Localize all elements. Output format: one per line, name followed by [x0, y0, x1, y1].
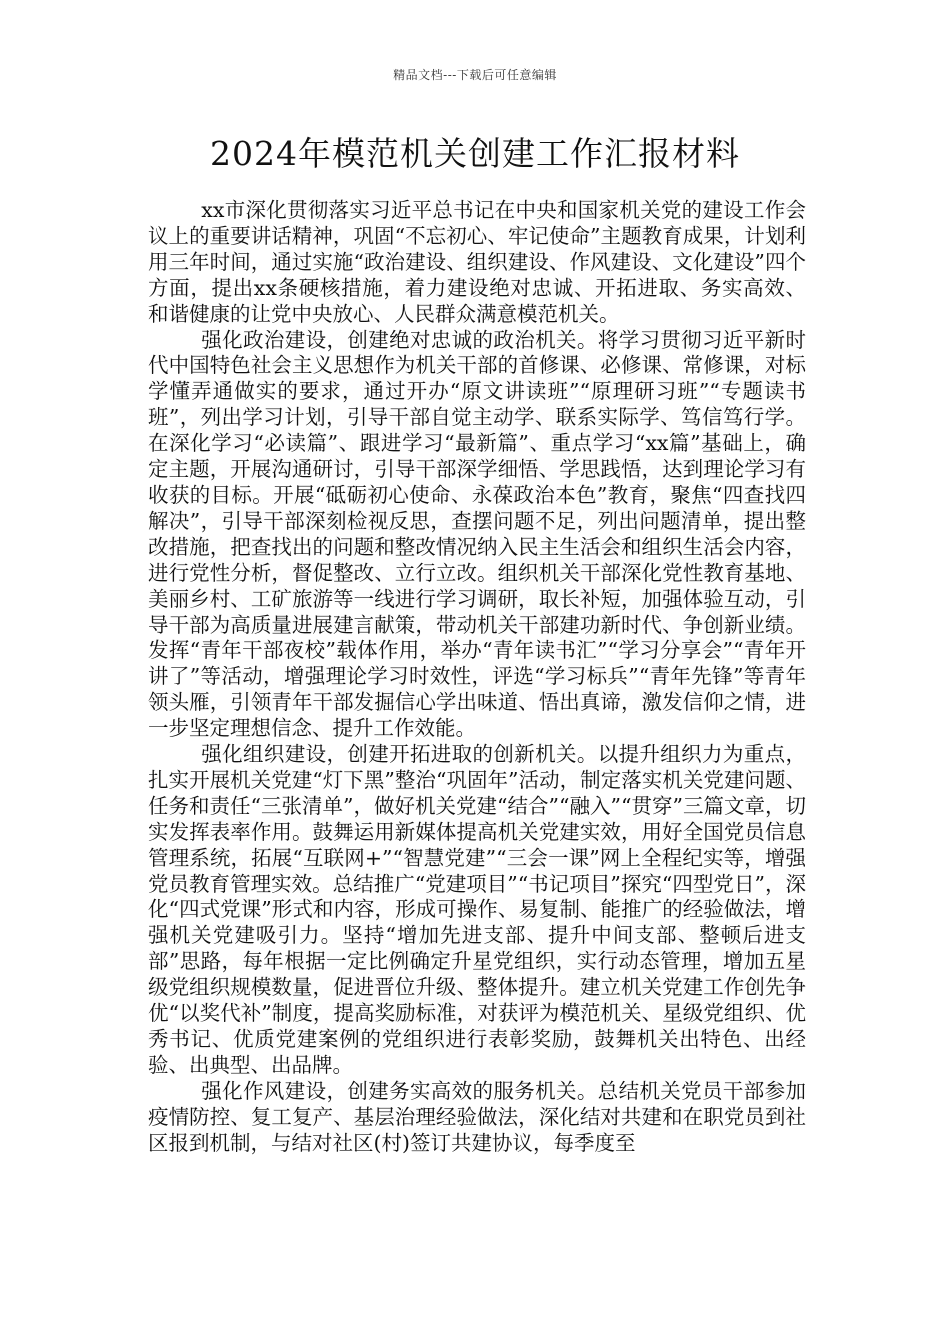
paragraph-intro: xx市深化贯彻落实习近平总书记在中央和国家机关党的建设工作会议上的重要讲话精神，巩固“不忘初心、牢记使命”主题教育成果，计划利用三年时间，通过实施“政治建设、组织建设、作风建设、文化建设”四个方面，提出xx条硬核措施，着力建设绝对忠诚、开拓进取、务实高效、和谐健康的让党中央放心、人民群众满意模范机关。	[148, 198, 806, 326]
paragraph-organization-building: 强化组织建设，创建开拓进取的创新机关。以提升组织力为重点，扎实开展机关党建“灯下黑”整治“巩固年”活动，制定落实机关党建问题、任务和责任“三张清单”，做好机关党建“结合”“融入”“贯穿”三篇文章，切实发挥表率作用。鼓舞运用新媒体提高机关党建实效，用好全国党员信息管理系统，拓展“互联网+”“智慧党建”“三会一课”网上全程纪实等，增强党员教育管理实效。总结推广“党建项目”“书记项目”探究“四型党日”，深化“四式党课”形式和内容，形成可操作、易复制、能推广的经验做法，增强机关党建吸引力。坚持“增加先进支部、提升中间支部、整顿后进支部”思路，每年根据一定比例确定升星党组织，实行动态管理，增加五星级党组织规模数量，促进晋位升级、整体提升。建立机关党建工作创先争优“以奖代补”制度，提高奖励标准，对获评为模范机关、星级党组织、优秀书记、优质党建案例的党组织进行表彰奖励，鼓舞机关出特色、出经验、出典型、出品牌。	[148, 742, 806, 1077]
document-body	[148, 198, 806, 1157]
paragraph-style-building: 强化作风建设，创建务实高效的服务机关。总结机关党员干部参加疫情防控、复工复产、基层治理经验做法，深化结对共建和在职党员到社区报到机制，与结对社区(村)签订共建协议，每季度至	[148, 1078, 806, 1155]
header-note: 精品文档---下载后可任意编辑	[393, 68, 557, 82]
document-title: 2024年模范机关创建工作汇报材料	[210, 134, 740, 173]
paragraph-political-building: 强化政治建设，创建绝对忠诚的政治机关。将学习贯彻习近平新时代中国特色社会主义思想作为机关干部的首修课、必修课、常修课，对标学懂弄通做实的要求，通过开办“原文讲读班”“原理研习班”“专题读书班”，列出学习计划，引导干部自觉主动学、联系实际学、笃信笃行学。在深化学习“必读篇”、跟进学习“最新篇”、重点学习“xx篇”基础上，确定主题，开展沟通研讨，引导干部深学细悟、学思践悟，达到理论学习有收获的目标。开展“砥砺初心使命、永葆政治本色”教育，聚焦“四查找四解决”，引导干部深刻检视反思，查摆问题不足，列出问题清单，提出整改措施，把查找出的问题和整改情况纳入民主生活会和组织生活会内容，进行党性分析，督促整改、立行立改。组织机关干部深化党性教育基地、美丽乡村、工矿旅游等一线进行学习调研，取长补短，加强体验互动，引导干部为高质量进展建言献策，带动机关干部建功新时代、争创新业绩。发挥“青年干部夜校”载体作用，举办“青年读书汇”“学习分享会”“青年开讲了”等活动，增强理论学习时效性，评选“学习标兵”“青年先锋”等青年领头雁，引领青年干部发掘信心学出味道、悟出真谛，激发信仰之情，进一步坚定理想信念、提升工作效能。	[148, 327, 806, 741]
